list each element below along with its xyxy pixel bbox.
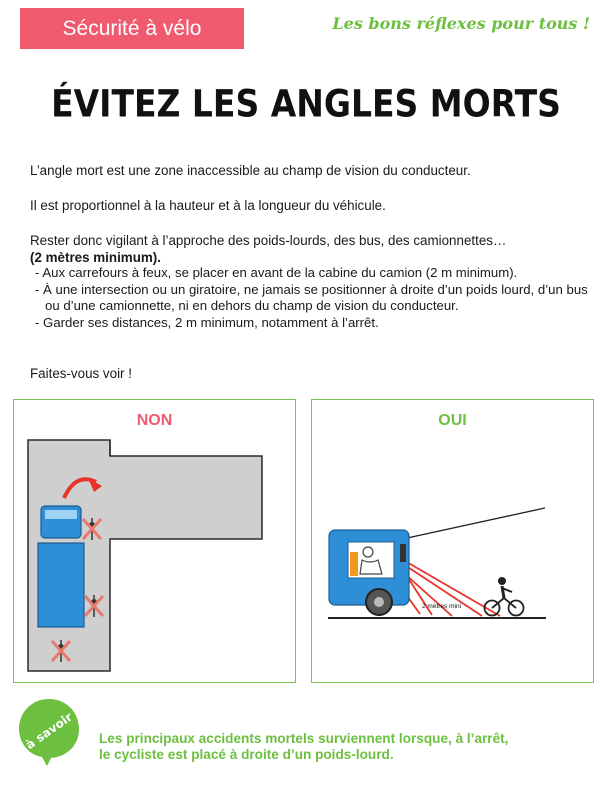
section-badge: Sécurité à vélo: [20, 8, 244, 49]
truck-side-illustration: [312, 400, 593, 682]
a-savoir-text: à savoir: [23, 709, 75, 753]
intro-paragraph-4: Faites-vous voir !: [30, 366, 132, 381]
page-title: ÉVITEZ LES ANGLES MORTS: [51, 81, 561, 126]
panel-oui: [311, 399, 594, 683]
advice-item: - À une intersection ou un giratoire, ne jamais se positionner à droite d’un poids lourd, d’un bus ou d’une camionnette, ni en dehors du champ de vision du conducteur.: [35, 281, 588, 313]
advice-list: [33, 265, 588, 331]
intro-paragraph-3-text: Rester donc vigilant à l’approche des poids-lourds, des bus, des camionnettes…: [30, 233, 507, 248]
panel-oui-label: OUI: [438, 412, 467, 429]
intersection-illustration: [14, 400, 295, 682]
panel-non: [13, 399, 296, 683]
footer-note: [99, 731, 599, 763]
distance-label: 2 mètres mini: [422, 603, 462, 610]
truck-top-icon: [38, 506, 84, 627]
truck-side-icon: [329, 530, 409, 615]
advice-item: - Garder ses distances, 2 m minimum, notamment à l’arrêt.: [35, 314, 379, 330]
footer-note-line-2: le cycliste est placé à droite d’un poids-lourd.: [99, 747, 394, 762]
intro-paragraph-1: L’angle mort est une zone inaccessible au champ de vision du conducteur.: [30, 163, 471, 178]
footer-note-line-1: Les principaux accidents mortels surviennent lorsque, à l’arrêt,: [99, 731, 509, 746]
intro-paragraph-3-strong: (2 mètres minimum).: [30, 249, 161, 265]
a-savoir-bubble-icon: [17, 697, 81, 767]
intro-paragraph-2: Il est proportionnel à la hauteur et à la longueur du véhicule.: [30, 198, 386, 213]
intro-paragraph-3: [30, 233, 590, 266]
panel-non-label: NON: [136, 412, 173, 429]
slogan: Les bons réflexes pour tous !: [332, 14, 590, 33]
advice-item: - Aux carrefours à feux, se placer en avant de la cabine du camion (2 m minimum).: [35, 265, 518, 280]
